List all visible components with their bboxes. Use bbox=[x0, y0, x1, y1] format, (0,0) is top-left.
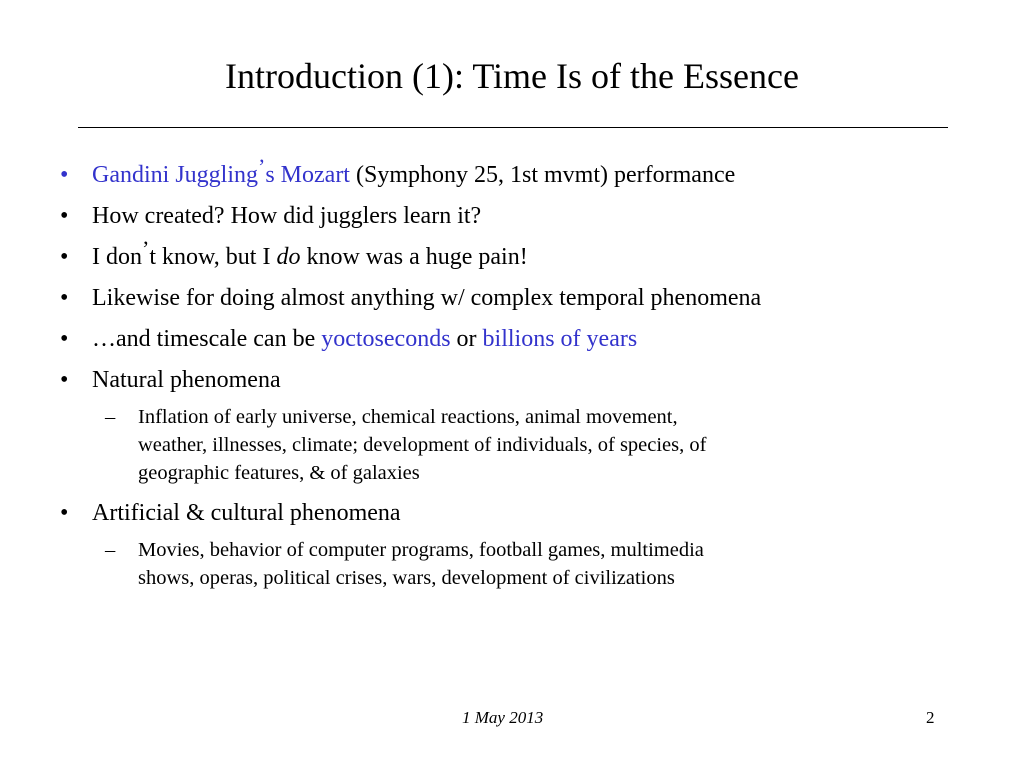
text-before: …and timescale can be bbox=[92, 326, 322, 352]
bullet-dot-icon: • bbox=[60, 326, 69, 352]
bullet-text: Artificial & cultural phenomena bbox=[92, 500, 401, 526]
subbullet-line: geographic features, & of galaxies bbox=[138, 462, 420, 484]
bullet-text bbox=[92, 154, 736, 190]
apostrophe: ’ bbox=[142, 236, 150, 261]
slide-title: Introduction (1): Time Is of the Essence bbox=[225, 56, 799, 96]
bullet-dot-icon: • bbox=[60, 244, 69, 270]
footer-date: 1 May 2013 bbox=[462, 708, 544, 727]
text-mid: t know, but I bbox=[149, 244, 277, 270]
bullet-dot-icon: • bbox=[60, 203, 69, 229]
subbullet-text bbox=[138, 403, 898, 487]
subbullet-line: weather, illnesses, climate; development of individuals, of species, of bbox=[138, 434, 707, 456]
dash-icon: – bbox=[105, 406, 116, 428]
bullet-dot-icon: • bbox=[60, 367, 69, 393]
subbullet-line: Movies, behavior of computer programs, football games, multimedia bbox=[138, 539, 704, 561]
bullet-dot-icon: • bbox=[60, 285, 69, 311]
title-divider bbox=[78, 127, 948, 128]
yoctoseconds-link[interactable]: yoctoseconds bbox=[321, 326, 451, 352]
bullet-text: Likewise for doing almost anything w/ complex temporal phenomena bbox=[92, 285, 762, 311]
apostrophe: ’ bbox=[258, 154, 266, 179]
subbullet-line: shows, operas, political crises, wars, development of civilizations bbox=[138, 567, 675, 589]
bullet-dot-icon: • bbox=[60, 162, 69, 188]
bullet-text: Natural phenomena bbox=[92, 367, 281, 393]
bullet-text bbox=[92, 236, 528, 272]
text-after: know was a huge pain! bbox=[300, 244, 528, 270]
text-before: I don bbox=[92, 244, 142, 270]
emphasis-text: do bbox=[276, 244, 301, 270]
bullet-dot-icon: • bbox=[60, 500, 69, 526]
text-mid: or bbox=[450, 326, 483, 352]
subbullet-line: Inflation of early universe, chemical reactions, animal movement, bbox=[138, 406, 678, 428]
gandini-juggling-link[interactable]: Gandini Juggling bbox=[92, 162, 258, 188]
bullet-text bbox=[92, 324, 637, 354]
page-number: 2 bbox=[926, 708, 935, 727]
mozart-link[interactable]: s Mozart bbox=[265, 162, 350, 188]
performance-text: (Symphony 25, 1st mvmt) performance bbox=[349, 162, 736, 188]
subbullet-text bbox=[138, 536, 898, 592]
billions-of-years-link[interactable]: billions of years bbox=[482, 326, 638, 352]
dash-icon: – bbox=[105, 539, 116, 561]
bullet-text: How created? How did jugglers learn it? bbox=[92, 203, 482, 229]
